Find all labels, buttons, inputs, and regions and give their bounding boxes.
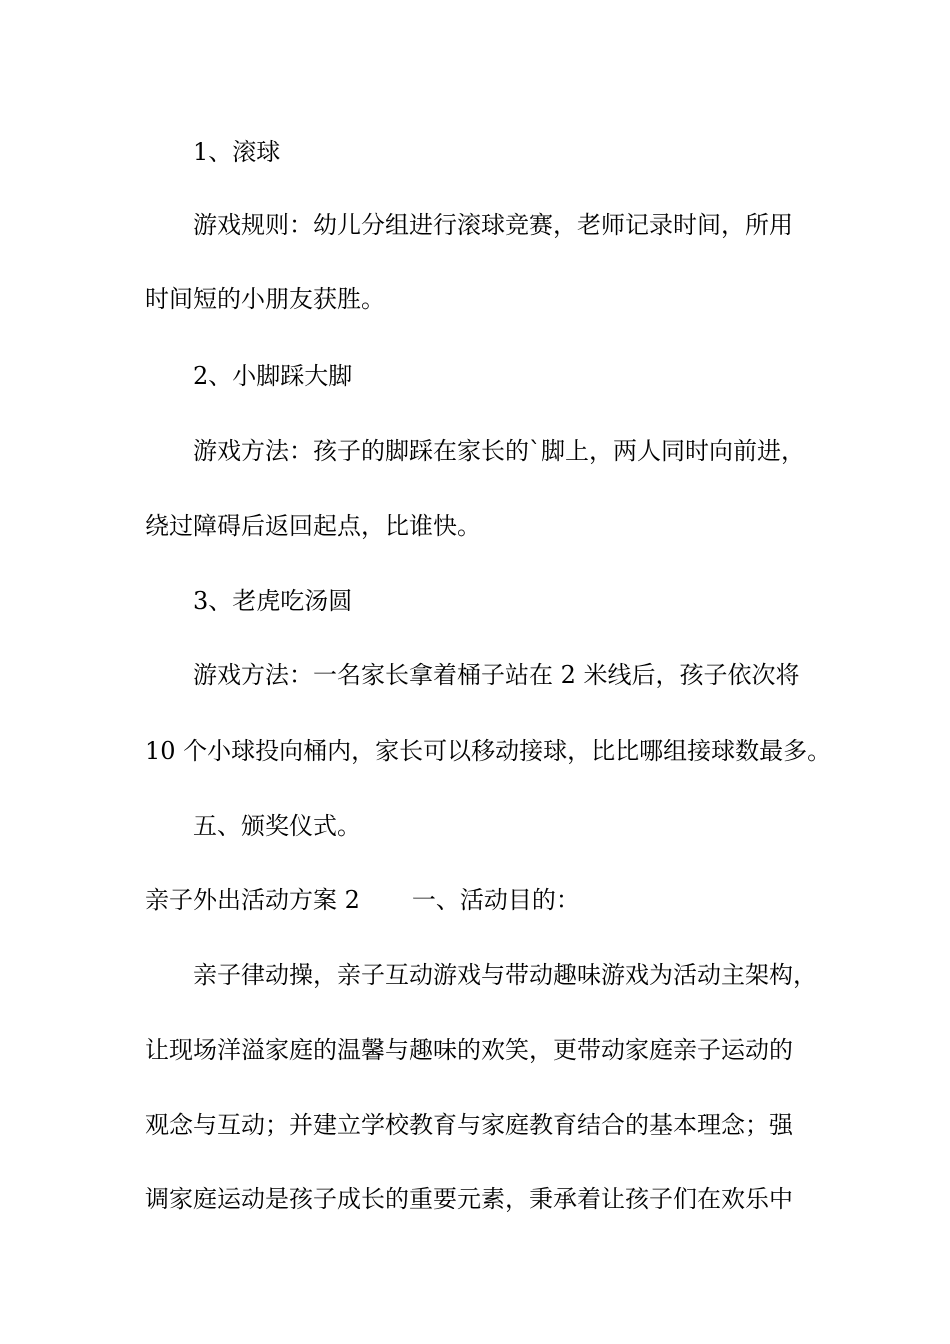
heading-small-feet: 2、小脚踩大脚 <box>193 362 353 390</box>
heading-award-ceremony: 五、颁奖仪式。 <box>193 812 361 840</box>
heading-tiger: 3、老虎吃汤圆 <box>193 587 353 615</box>
paragraph-line: 游戏方法：一名家长拿着桶子站在 2 米线后，孩子依次将 <box>193 661 800 689</box>
paragraph-line: 亲子律动操，亲子互动游戏与带动趣味游戏为活动主架构， <box>193 961 817 989</box>
paragraph-line: 观念与互动；并建立学校教育与家庭教育结合的基本理念；强 <box>145 1111 793 1139</box>
heading-rolling-ball: 1、滚球 <box>193 138 281 166</box>
paragraph-line: 时间短的小朋友获胜。 <box>145 285 385 313</box>
plan-title: 亲子外出活动方案 2 <box>145 886 360 914</box>
paragraph-line: 游戏规则：幼儿分组进行滚球竞赛，老师记录时间，所用 <box>193 211 793 239</box>
paragraph-line: 游戏方法：孩子的脚踩在家长的`脚上，两人同时向前进， <box>193 437 805 465</box>
paragraph-line: 调家庭运动是孩子成长的重要元素，秉承着让孩子们在欢乐中 <box>145 1185 793 1213</box>
paragraph-line: 让现场洋溢家庭的温馨与趣味的欢笑，更带动家庭亲子运动的 <box>145 1036 793 1064</box>
paragraph-line: 10 个小球投向桶内，家长可以移动接球，比比哪组接球数最多。 <box>145 737 832 765</box>
paragraph-line: 绕过障碍后返回起点，比谁快。 <box>145 512 481 540</box>
section-heading-line <box>145 885 825 915</box>
activity-purpose-heading: 一、活动目的： <box>411 886 580 914</box>
